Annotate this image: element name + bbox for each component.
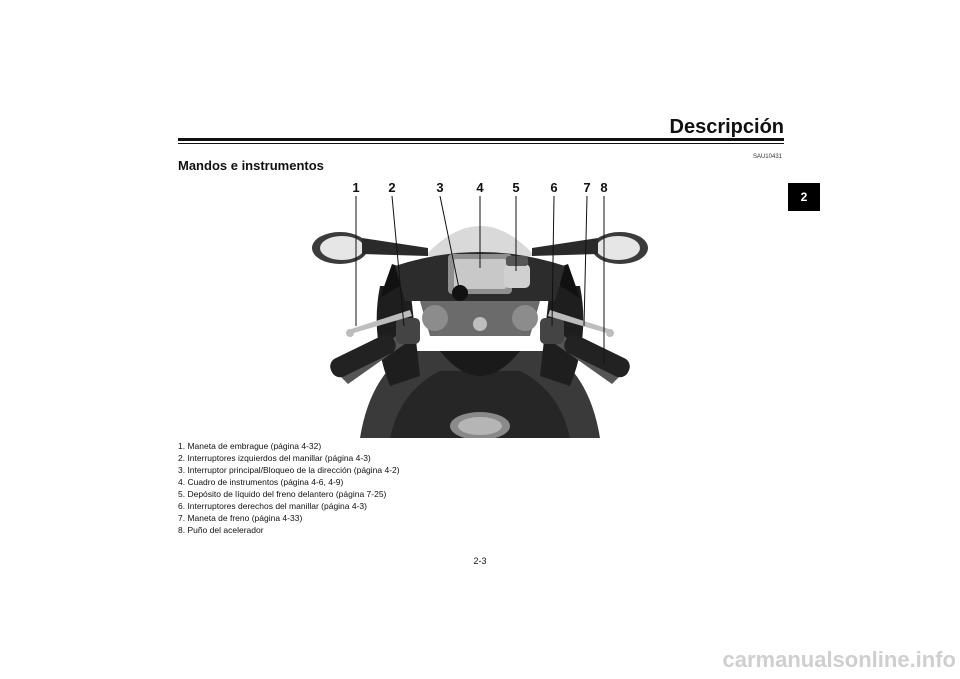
callout-4: 4 bbox=[476, 180, 484, 195]
callout-3: 3 bbox=[436, 180, 444, 195]
callout-1: 1 bbox=[352, 180, 360, 195]
legend-item: 6. Interruptores derechos del manillar (página 4-3) bbox=[178, 501, 367, 511]
callout-7: 7 bbox=[583, 180, 591, 195]
watermark-text[interactable]: carmanualsonline.info bbox=[722, 647, 956, 672]
legend-item: 5. Depósito de líquido del freno delantero (página 7-25) bbox=[178, 489, 387, 499]
callout-8: 8 bbox=[600, 180, 608, 195]
motorcycle-controls-illustration bbox=[300, 176, 660, 438]
brake-fluid-reservoir bbox=[504, 264, 530, 288]
section-title: Mandos e instrumentos bbox=[178, 158, 324, 173]
page-title: Descripción bbox=[669, 116, 784, 138]
legend-item: 4. Cuadro de instrumentos (página 4-6, 4-9) bbox=[178, 477, 344, 487]
legend-item: 8. Puño del acelerador bbox=[178, 525, 264, 535]
left-switchgear bbox=[396, 318, 420, 344]
page-number: 2-3 bbox=[473, 556, 487, 566]
header-rule bbox=[178, 138, 784, 141]
doc-code: SAU10431 bbox=[752, 154, 782, 160]
legend-item: 3. Interruptor principal/Bloqueo de la dirección (página 4-2) bbox=[178, 465, 400, 475]
chapter-tab[interactable]: 2 bbox=[788, 183, 820, 211]
legend-item: 2. Interruptores izquierdos del manillar (página 4-3) bbox=[178, 453, 371, 463]
legend-item: 7. Maneta de freno (página 4-33) bbox=[178, 513, 303, 523]
callout-6: 6 bbox=[550, 180, 558, 195]
legend-item: 1. Maneta de embrague (página 4-32) bbox=[178, 441, 322, 451]
legend-list bbox=[178, 440, 400, 536]
callout-2: 2 bbox=[388, 180, 396, 195]
callout-5: 5 bbox=[512, 180, 520, 195]
header-rule-thin bbox=[178, 143, 784, 144]
